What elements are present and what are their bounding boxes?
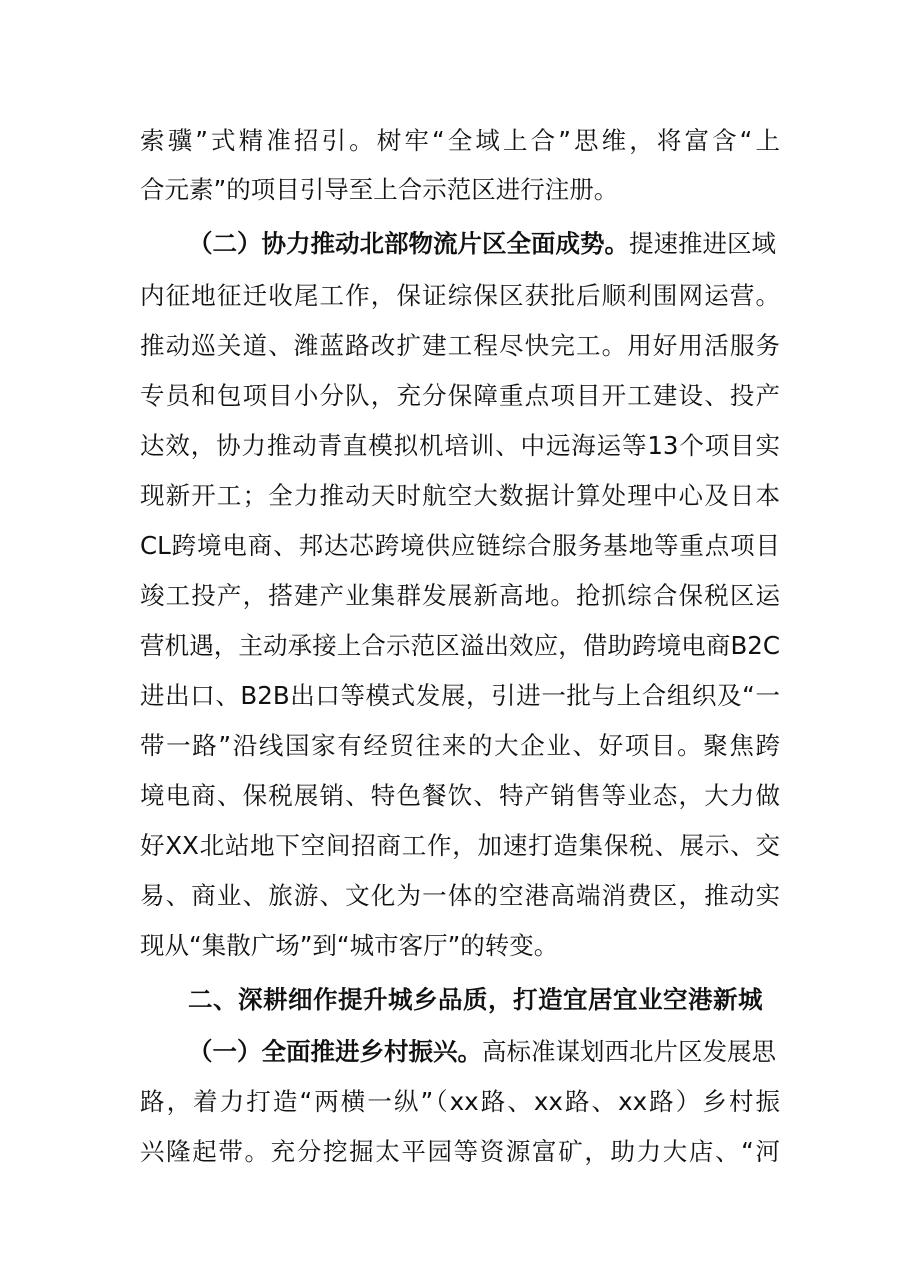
paragraph-line: 竣工投产，搭建产业集群发展新高地。抢抓综合保税区运: [140, 581, 780, 610]
section-heading: 二、深耕细作提升城乡品质，打造宜居宜业空港新城: [188, 985, 763, 1014]
paragraph-line: 兴隆起带。充分挖掘太平园等资源富矿，助力大店、“河: [140, 1137, 780, 1166]
subsection-heading: （一）全面推进乡村振兴。: [188, 1037, 482, 1066]
paragraph-line: 带一路”沿线国家有经贸往来的大企业、好项目。聚焦跨: [140, 731, 780, 760]
paragraph-line: 境电商、保税展销、特色餐饮、特产销售等业态，大力做: [140, 781, 780, 810]
paragraph-line: 内征地征迁收尾工作，保证综保区获批后顺利围网运营。: [140, 281, 780, 310]
paragraph-line: 进出口、B2B出口等模式发展，引进一批与上合组织及“一: [140, 681, 780, 710]
paragraph-line: 现从“集散广场”到“城市客厅”的转变。: [140, 931, 559, 960]
paragraph-line: 推动巡关道、潍蓝路改扩建工程尽快完工。用好用活服务: [140, 331, 780, 360]
paragraph-line: CL跨境电商、邦达芯跨境供应链综合服务基地等重点项目: [140, 531, 780, 560]
paragraph-line: 路，着力打造“两横一纵”（xx路、xx路、xx路）乡村振: [140, 1087, 780, 1116]
paragraph-line: 合元素”的项目引导至上合示范区进行注册。: [140, 175, 619, 204]
paragraph-line: 营机遇，主动承接上合示范区溢出效应，借助跨境电商B2C: [140, 631, 780, 660]
paragraph-text: 高标准谋划西北片区发展思: [482, 1037, 776, 1066]
paragraph-line: 专员和包项目小分队，充分保障重点项目开工建设、投产: [140, 381, 780, 410]
paragraph-line: 现新开工；全力推动天时航空大数据计算处理中心及日本: [140, 481, 780, 510]
paragraph-line: 索骥”式精准招引。树牢“全域上合”思维，将富含“上: [140, 126, 780, 155]
paragraph-line: 易、商业、旅游、文化为一体的空港高端消费区，推动实: [140, 881, 780, 910]
section-paragraph-first-line: [188, 229, 780, 259]
paragraph-line: 达效，协力推动青直模拟机培训、中远海运等13个项目实: [140, 431, 780, 460]
section-paragraph-first-line: [188, 1037, 780, 1067]
paragraph-text: 提速推进区域: [629, 229, 776, 258]
subsection-heading: （二）协力推动北部物流片区全面成势。: [188, 229, 629, 258]
paragraph-line: 好XX北站地下空间招商工作，加速打造集保税、展示、交: [140, 831, 780, 860]
